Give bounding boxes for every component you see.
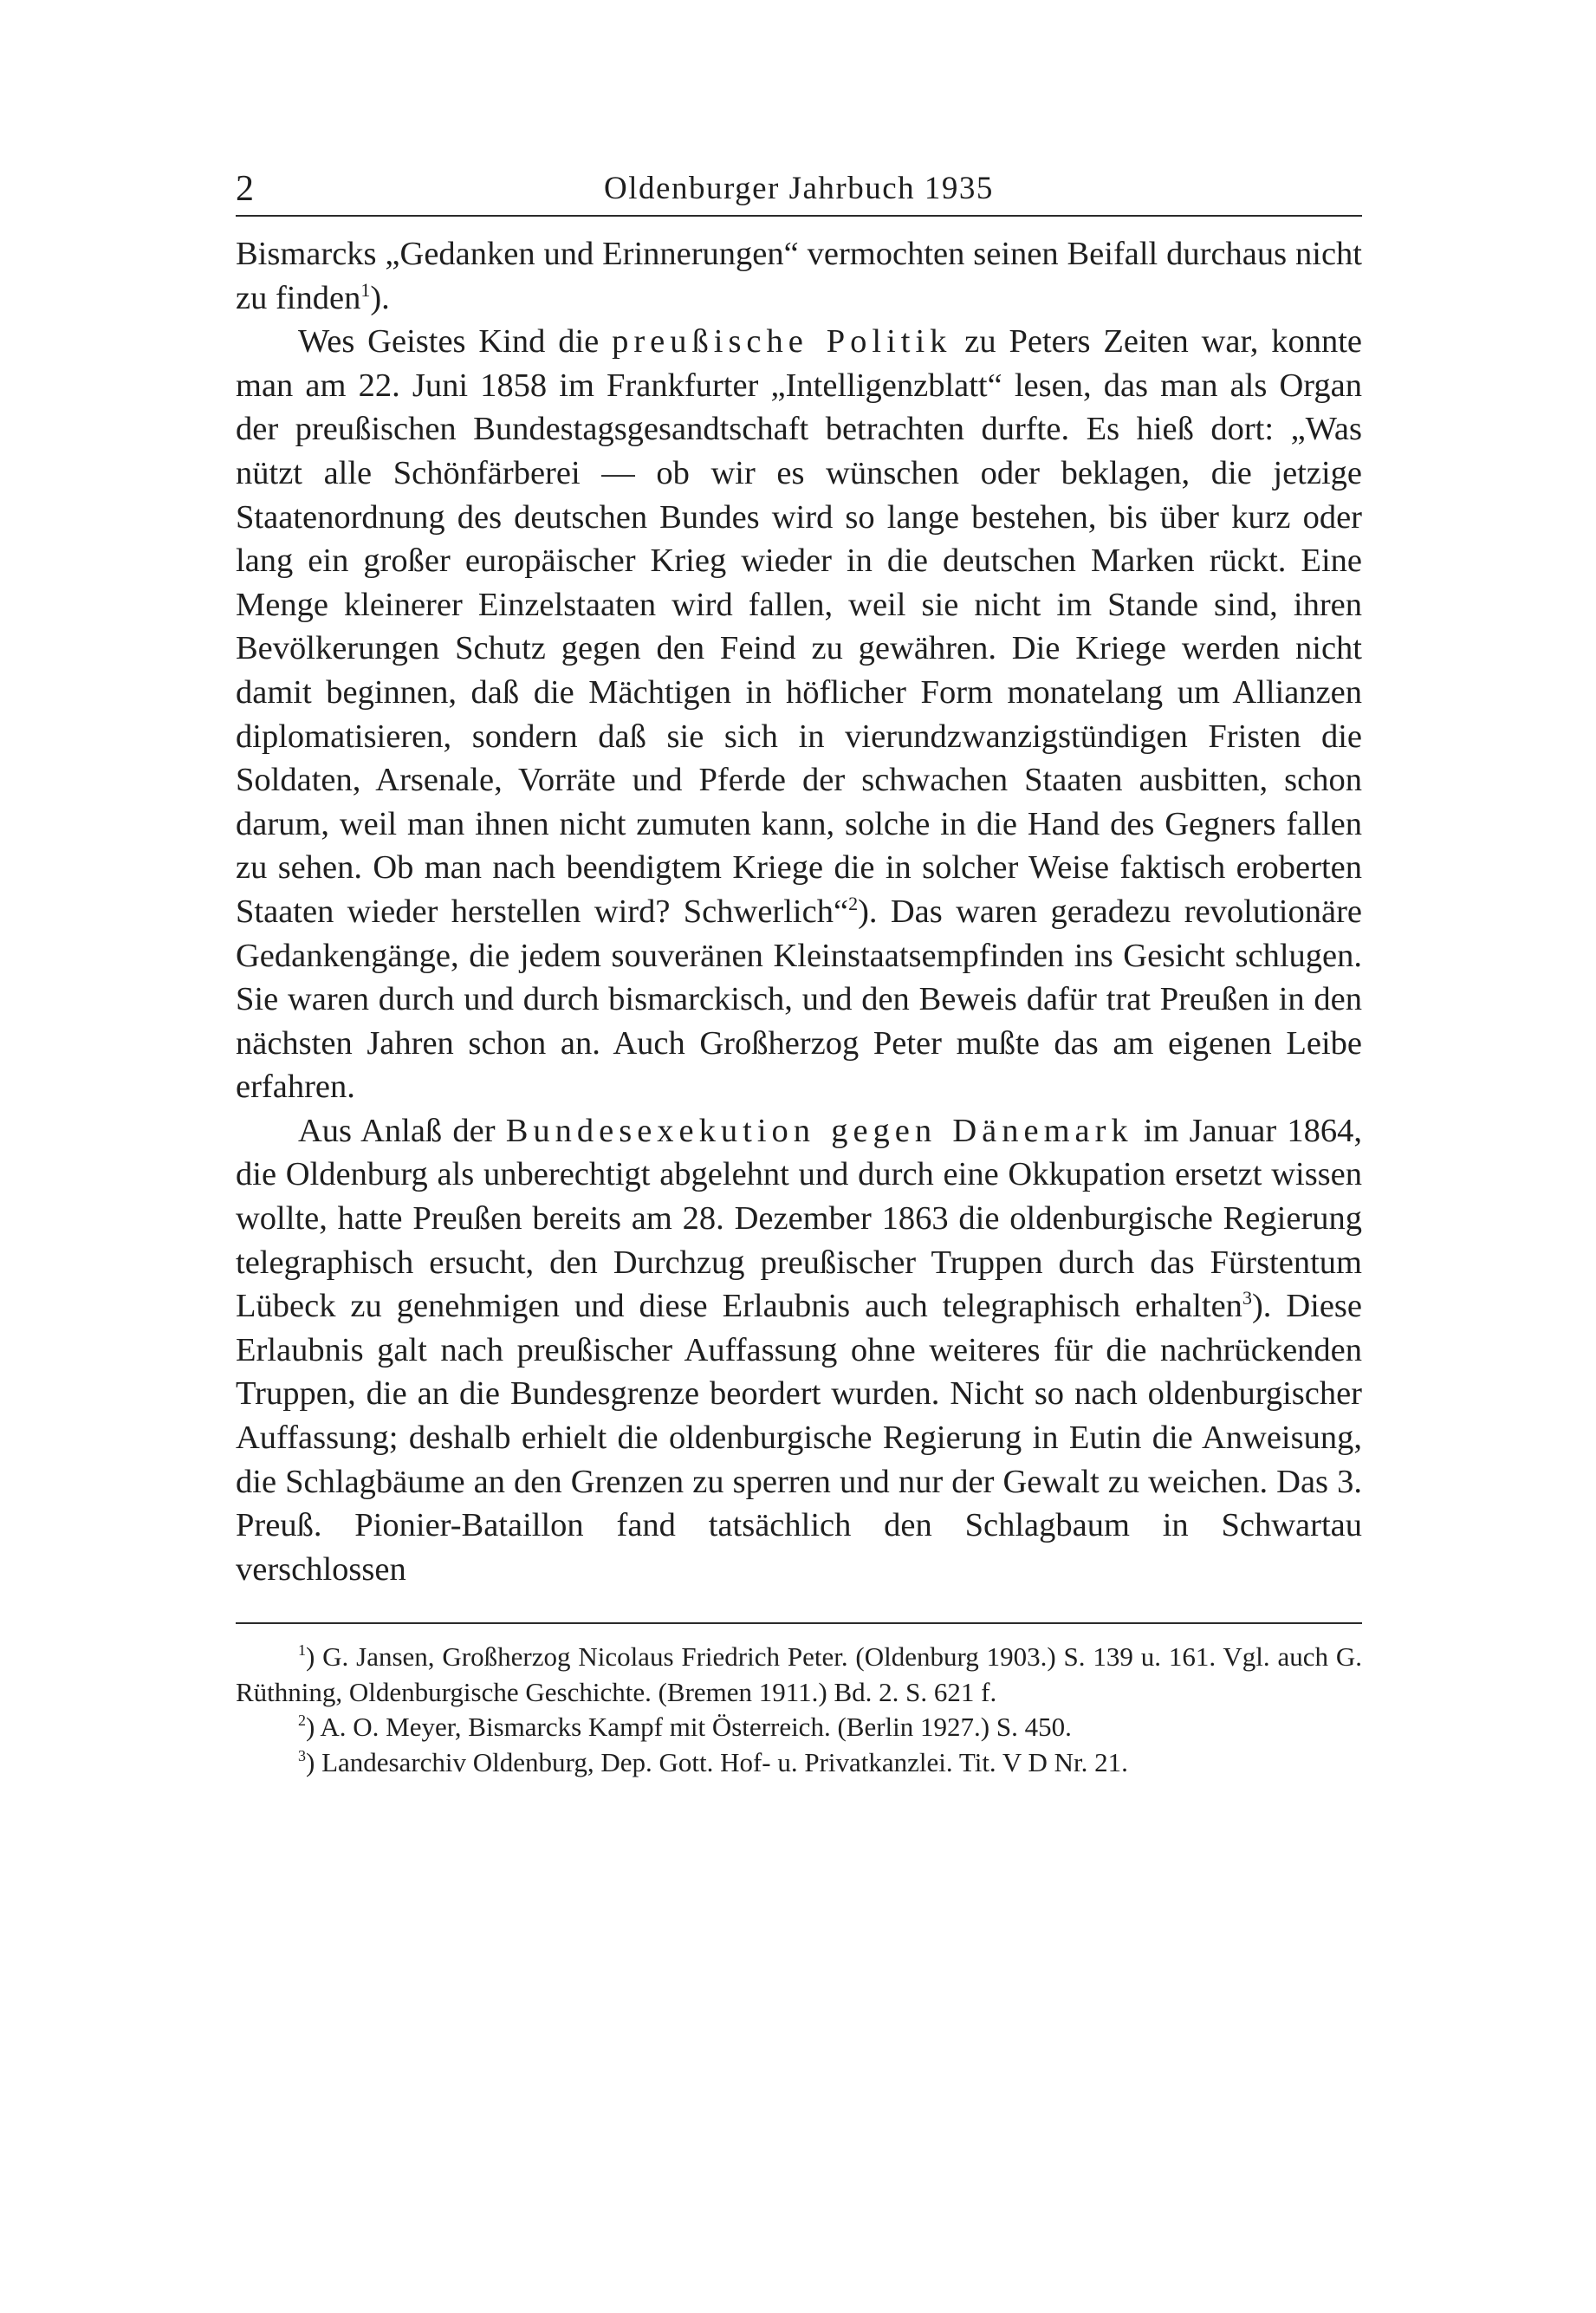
footnotes	[236, 1640, 1362, 1780]
paragraph-2-text-end: ). Das waren geradezu revolutionäre Gedankengänge, die jedem souveränen Kleinstaatsempfinden ins Gesicht schlugen. Sie waren durch und durch bismarckisch, und den Beweis dafür trat Preußen in den nächsten Jahren schon an. Auch Großherzog Peter mußte das am eigenen Leibe erfahren.	[236, 893, 1362, 1106]
footnote-ref-3: 3	[1242, 1287, 1252, 1309]
footnote-1	[236, 1640, 1362, 1710]
footnote-marker-1: 1	[298, 1641, 306, 1660]
paragraph-2-text: Wes Geistes Kind die	[298, 323, 613, 361]
header-rule	[236, 215, 1362, 217]
paragraph-1-text-end: ).	[370, 279, 390, 316]
footnote-2	[236, 1710, 1362, 1745]
footnote-ref-1: 1	[360, 278, 371, 301]
paragraph-2-text-cont: zu Peters Zeiten war, konnte man am 22. Juni 1858 im Frankfurter „Intelligenzblatt“ lesen, das man als Organ der preußischen Bundestagsgesandtschaft betrachten durfte. Es hieß dort: „Was nützt alle Schönfärberei — ob wir es wünschen oder beklagen, die jetzige Staatenordnung des deutschen Bundes wird so lange bestehen, bis über kurz oder lang ein großer europäischer Krieg wieder in die deutschen Marken rückt. Eine Menge kleinerer Einzelstaaten wird fallen, weil sie nicht im Stande sind, ihren Bevölkerungen Schutz gegen den Feind zu gewähren. Die Kriege werden nicht damit beginnen, daß die Mächtigen in höflicher Form monatelang um Allianzen diplomatisieren, sondern daß sie sich in vierundzwanzigstündigen Fristen die Soldaten, Arsenale, Vorräte und Pferde der schwachen Staaten ausbitten, schon darum, weil man ihnen nicht zumuten kann, solche in die Hand des Gegners fallen zu sehen. Ob man nach beendigtem Kriege die in solcher Weise faktisch eroberten Staaten wieder herstellen wird? Schwerlich“	[236, 323, 1362, 930]
page-number: 2	[236, 169, 256, 209]
running-head	[236, 163, 1362, 213]
paragraph-3-text-end: ). Diese Erlaubnis galt nach preußischer Auffassung ohne weiteres für die nachrückenden Truppen, die an die Bundesgrenze beordert wurden. Nicht so nach oldenburgischer Auffassung; deshalb erhielt die oldenburgische Regierung in Eutin die Anweisung, die Schlagbäume an den Grenzen zu sperren und nur der Gewalt zu weichen. Das 3. Preuß. Pionier-Bataillon fand tatsächlich den Schlagbaum in Schwartau verschlossen	[236, 1288, 1363, 1588]
footnote-rule	[236, 1622, 1362, 1624]
footnote-marker-2: 2	[298, 1712, 306, 1730]
footnote-2-text: ) A. O. Meyer, Bismarcks Kampf mit Österreich. (Berlin 1927.) S. 450.	[306, 1712, 1072, 1743]
journal-title: Oldenburger Jahrbuch 1935	[604, 171, 994, 206]
footnote-1-text: ) G. Jansen, Großherzog Nicolaus Friedrich Peter. (Oldenburg 1903.) S. 139 u. 161. Vgl. auch G. Rüthning, Oldenburgische Geschichte. (Bremen 1911.) Bd. 2. S. 621 f.	[236, 1641, 1362, 1707]
emphasis-spaced: Bundesexekution gegen Dänemark	[505, 1112, 1133, 1149]
paragraph-1-text: Bismarcks „Gedanken und Erinnerungen“ vermochten seinen Beifall durchaus nicht zu finden	[236, 236, 1362, 316]
paragraph-3-text: Aus Anlaß der	[298, 1112, 506, 1149]
footnote-marker-3: 3	[298, 1746, 306, 1764]
paragraph-2	[236, 320, 1362, 1109]
body-text	[236, 232, 1362, 1591]
book-page	[236, 163, 1362, 1780]
footnote-ref-2: 2	[848, 892, 859, 914]
footnote-3	[236, 1745, 1362, 1781]
paragraph-3	[236, 1109, 1362, 1592]
footnote-3-text: ) Landesarchiv Oldenburg, Dep. Gott. Hof- u. Privatkanzlei. Tit. V D Nr. 21.	[306, 1746, 1128, 1777]
paragraph-1	[236, 232, 1362, 320]
emphasis-spaced: preußische Politik	[612, 323, 952, 361]
paragraph-3-text-cont: im Januar 1864, die Oldenburg als unberechtigt abgelehnt und durch eine Okkupation ersetzt wissen wollte, hatte Preußen bereits am 28. Dezember 1863 die oldenburgische Regierung telegraphisch ersucht, den Durchzug preußischer Truppen durch das Fürstentum Lübeck zu genehmigen und diese Erlaubnis auch telegraphisch erhalten	[236, 1112, 1362, 1325]
